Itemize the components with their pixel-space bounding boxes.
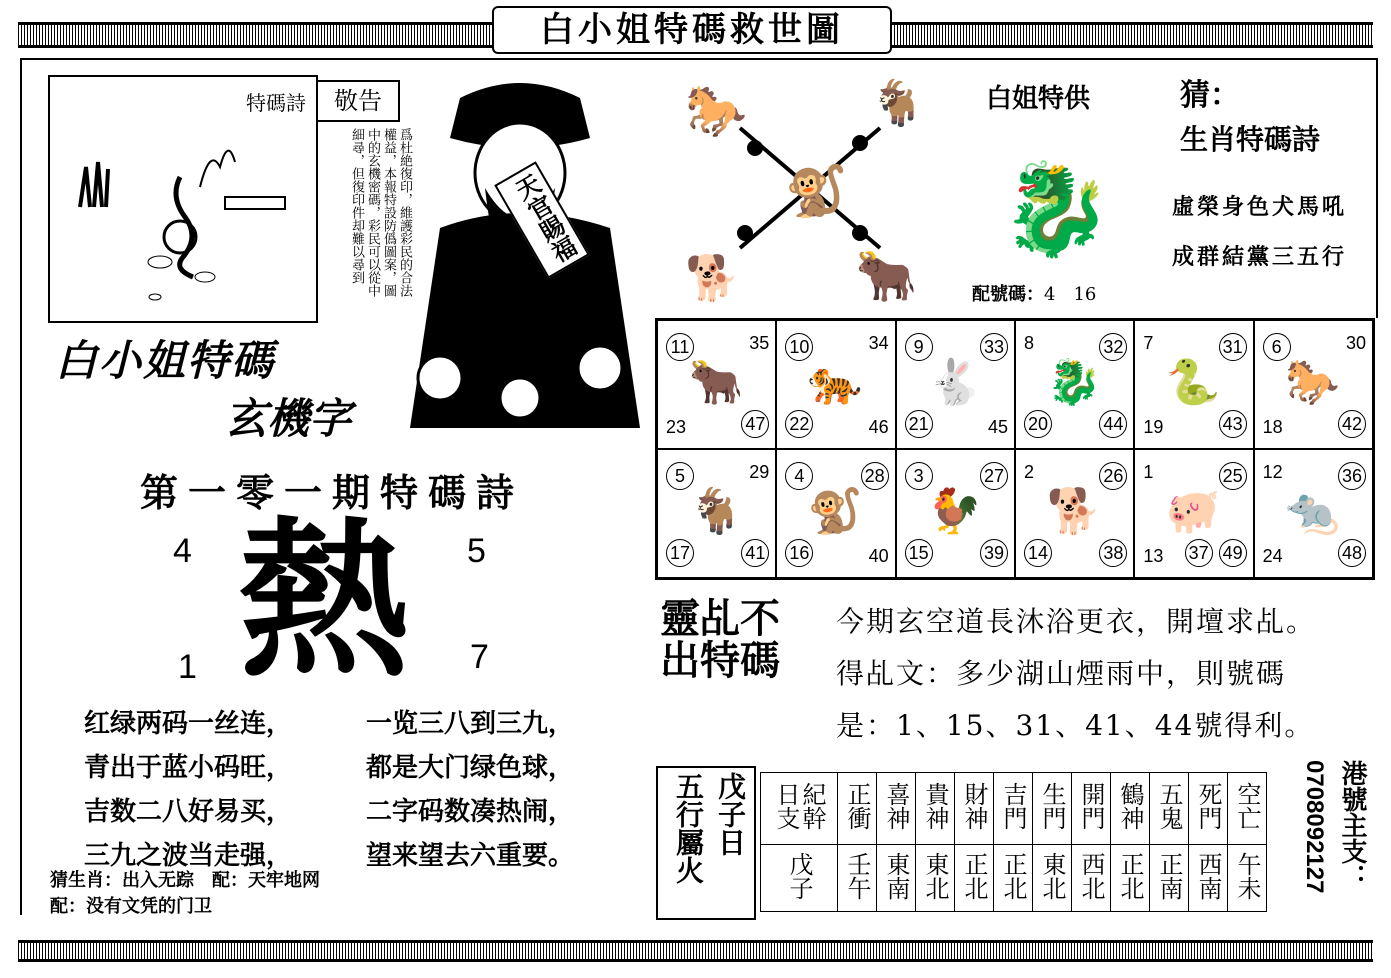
brand-line-2: 玄機字 [225,394,352,443]
hotline-number: 0708092127 [1301,760,1328,894]
zodiac-number: 43 [1219,410,1247,438]
goat-icon: 🐐 [870,78,925,129]
zodiac-number: 39 [980,539,1008,567]
almanac-header: 財神 [955,773,994,845]
zodiac-number: 31 [1219,333,1247,361]
rooster-icon: 🐓 [927,487,983,536]
zodiac-cell-snake [1134,320,1253,449]
hotline-label: 港號主支： [1337,760,1367,890]
zodiac-number: 11 [666,333,694,361]
almanac-value: 正南 [1150,845,1189,912]
rat-icon: 🐀 [1285,487,1341,536]
footer-border [18,940,1373,962]
zodiac-cell-monkey [776,449,895,578]
almanac-header: 死門 [1189,773,1228,845]
god-of-fortune-illustration [400,78,650,438]
zodiac-number: 28 [861,462,889,490]
rabbit-icon: 🐇 [927,358,983,407]
zodiac-cell-goat [657,449,776,578]
zodiac-number: 27 [980,462,1008,490]
zodiac-number: 46 [868,417,889,437]
zodiac-number: 29 [749,462,770,482]
verse-line: 吉数二八好易买， [84,797,293,827]
notice-text: 爲杜絶復印，維護彩民的合法權益，本報特設防僞圖案，圖中的玄機密碼，彩民可以從中細尋，但復印件却難以尋到 [349,128,412,297]
spirit-writing-title: 靈乩不出特碼 [660,596,780,684]
zodiac-number: 22 [785,410,813,438]
zodiac-poem-line-1: 虛榮身色犬馬吼 [1172,194,1348,220]
zodiac-number: 48 [1338,539,1366,567]
zodiac-cell-dog [1015,449,1134,578]
supplier-label: 白姐特供 [986,84,1091,114]
zodiac-number: 36 [1338,462,1366,490]
zodiac-number: 47 [741,410,769,438]
corner-number-bottom-right: 7 [470,638,489,676]
horse-icon: 🐎 [685,82,748,140]
verse-line: 一览三八到三九， [366,709,575,739]
zodiac-number: 42 [1338,410,1366,438]
brand-line-1: 白小姐特碼 [55,336,276,385]
zodiac-number: 15 [905,539,933,567]
notice-title: 敬告 [316,80,400,122]
ox-icon: 🐂 [688,358,744,407]
zodiac-cell-rooster [896,449,1015,578]
zodiac-number: 6 [1263,333,1291,361]
poem-box-label: 特碼詩 [246,91,306,115]
zodiac-number: 8 [1024,333,1035,353]
corner-number-bottom-left: 1 [178,648,197,686]
zodiac-number: 40 [868,546,889,566]
zodiac-number: 14 [1024,539,1052,567]
zodiac-number: 21 [905,410,933,438]
zodiac-number: 9 [905,333,933,361]
match-line: 配：没有文凭的门卫 [50,896,212,917]
horse-icon: 🐎 [1285,358,1341,407]
almanac-header: 鶴神 [1111,773,1150,845]
almanac-value: 壬午 [838,845,877,912]
zodiac-number: 30 [1345,333,1366,353]
zodiac-number: 4 [785,462,813,490]
zodiac-number: 41 [741,539,769,567]
zodiac-number: 2 [1024,462,1035,482]
monkey-icon: 🐒 [785,162,848,220]
zodiac-number: 38 [1099,539,1127,567]
zodiac-number: 25 [1219,462,1247,490]
corner-number-top-right: 5 [467,532,486,570]
zodiac-cell-ox [657,320,776,449]
almanac-header: 吉門 [994,773,1033,845]
issue-title: 第一零一期特碼詩 [140,470,525,515]
verse-line: 二字码数凑热闹， [366,797,575,827]
zodiac-cell-rabbit [896,320,1015,449]
zodiac-number: 45 [987,417,1008,437]
almanac-header-first: 紀幹日支 [761,773,838,845]
almanac-header: 生門 [1033,773,1072,845]
dragon-icon: 🐉 [1000,157,1113,262]
zodiac-number: 34 [868,333,889,353]
dog-icon: 🐕 [685,253,740,304]
tiger-icon: 🐅 [807,358,863,407]
almanac-header: 喜神 [877,773,916,845]
zodiac-cell-horse [1254,320,1373,449]
zodiac-number: 18 [1262,417,1283,437]
wuxing-left: 五行屬火 [672,772,705,884]
verse-line: 红绿两码一丝连， [84,709,293,739]
zodiac-number: 49 [1219,539,1247,567]
zodiac-number: 26 [1099,462,1127,490]
zodiac-number: 17 [666,539,694,567]
zodiac-cell-pig [1134,449,1253,578]
zodiac-number: 13 [1143,546,1164,566]
almanac-header: 五鬼 [1150,773,1189,845]
zodiac-cell-tiger [776,320,895,449]
almanac-header: 開門 [1072,773,1111,845]
zodiac-poem-title: 生肖特碼詩 [1180,123,1321,156]
blessing-banner: 天官賜福 [494,161,590,279]
almanac-value: 東北 [916,845,955,912]
zodiac-number: 44 [1099,410,1127,438]
announcement-line-1: 今期玄空道長沐浴更衣，開壇求乩。 [836,605,1317,638]
pig-icon: 🐖 [1165,487,1221,536]
almanac-value: 東南 [877,845,916,912]
zodiac-cell-rat [1254,449,1373,578]
zodiac-number: 24 [1262,546,1283,566]
zodiac-number: 12 [1262,462,1283,482]
ox-icon: 🐂 [855,247,918,305]
big-character: 熱 [238,503,409,701]
zodiac-number: 10 [785,333,813,361]
zodiac-number: 3 [905,462,933,490]
code-label-text: 配號碼： [972,284,1044,305]
wuxing-box [656,766,756,920]
zodiac-poem-line-2: 成群結黨三五行 [1172,244,1348,270]
almanac-table [760,772,1267,912]
almanac-value-first: 戊子 [761,845,838,912]
almanac-header: 空亡 [1228,773,1267,845]
zodiac-number: 7 [1143,333,1154,353]
almanac-header: 正衝 [838,773,877,845]
goat-icon: 🐐 [688,487,744,536]
code-label [972,280,1096,306]
almanac-header: 貴神 [916,773,955,845]
zodiac-number: 5 [666,462,694,490]
zodiac-number-grid [655,318,1375,580]
almanac-value: 東北 [1033,845,1072,912]
zodiac-number: 33 [980,333,1008,361]
code-value: 4 16 [1044,284,1097,305]
dragon-icon: 🐉 [1046,358,1102,407]
verse-line: 青出于蓝小码旺， [84,753,293,783]
verse-line: 三九之波当走强， [84,841,293,871]
almanac-value: 西北 [1072,845,1111,912]
zodiac-number: 20 [1024,410,1052,438]
corner-number-top-left: 4 [173,532,192,570]
almanac-value: 正北 [1111,845,1150,912]
zodiac-number: 32 [1099,333,1127,361]
verses-left [84,702,292,878]
page-title: 白小姐特碼救世圖 [492,6,892,54]
almanac-value: 正北 [955,845,994,912]
announcement-line-3: 是：1、15、31、41、44號得利。 [836,709,1315,742]
snake-icon: 🐍 [1165,358,1221,407]
almanac-value: 午未 [1228,845,1267,912]
poem-picture-box [48,75,318,323]
dog-icon: 🐕 [1046,487,1102,536]
almanac-value: 西南 [1189,845,1228,912]
monkey-icon: 🐒 [807,487,863,536]
verse-line: 都是大门绿色球， [366,753,575,783]
guess-zodiac-line: 猜生肖：出入无踪 配：天牢地网 [50,870,320,891]
zodiac-cell-dragon [1015,320,1134,449]
almanac-value: 正北 [994,845,1033,912]
wuxing-right: 戊子日 [714,772,747,856]
guess-title: 猜： [1180,78,1240,113]
zodiac-number: 16 [785,539,813,567]
five-animal-cross-diagram [680,68,940,308]
verse-line: 望来望去六重要。 [366,841,575,871]
zodiac-number: 23 [666,417,687,437]
zodiac-number: 1 [1143,462,1154,482]
zodiac-number: 35 [749,333,770,353]
announcement-line-2: 得乩文：多少湖山煙雨中，則號碼 [836,657,1287,690]
zodiac-number: 37 [1185,539,1213,567]
zodiac-number: 19 [1143,417,1164,437]
verses-right [366,702,574,878]
